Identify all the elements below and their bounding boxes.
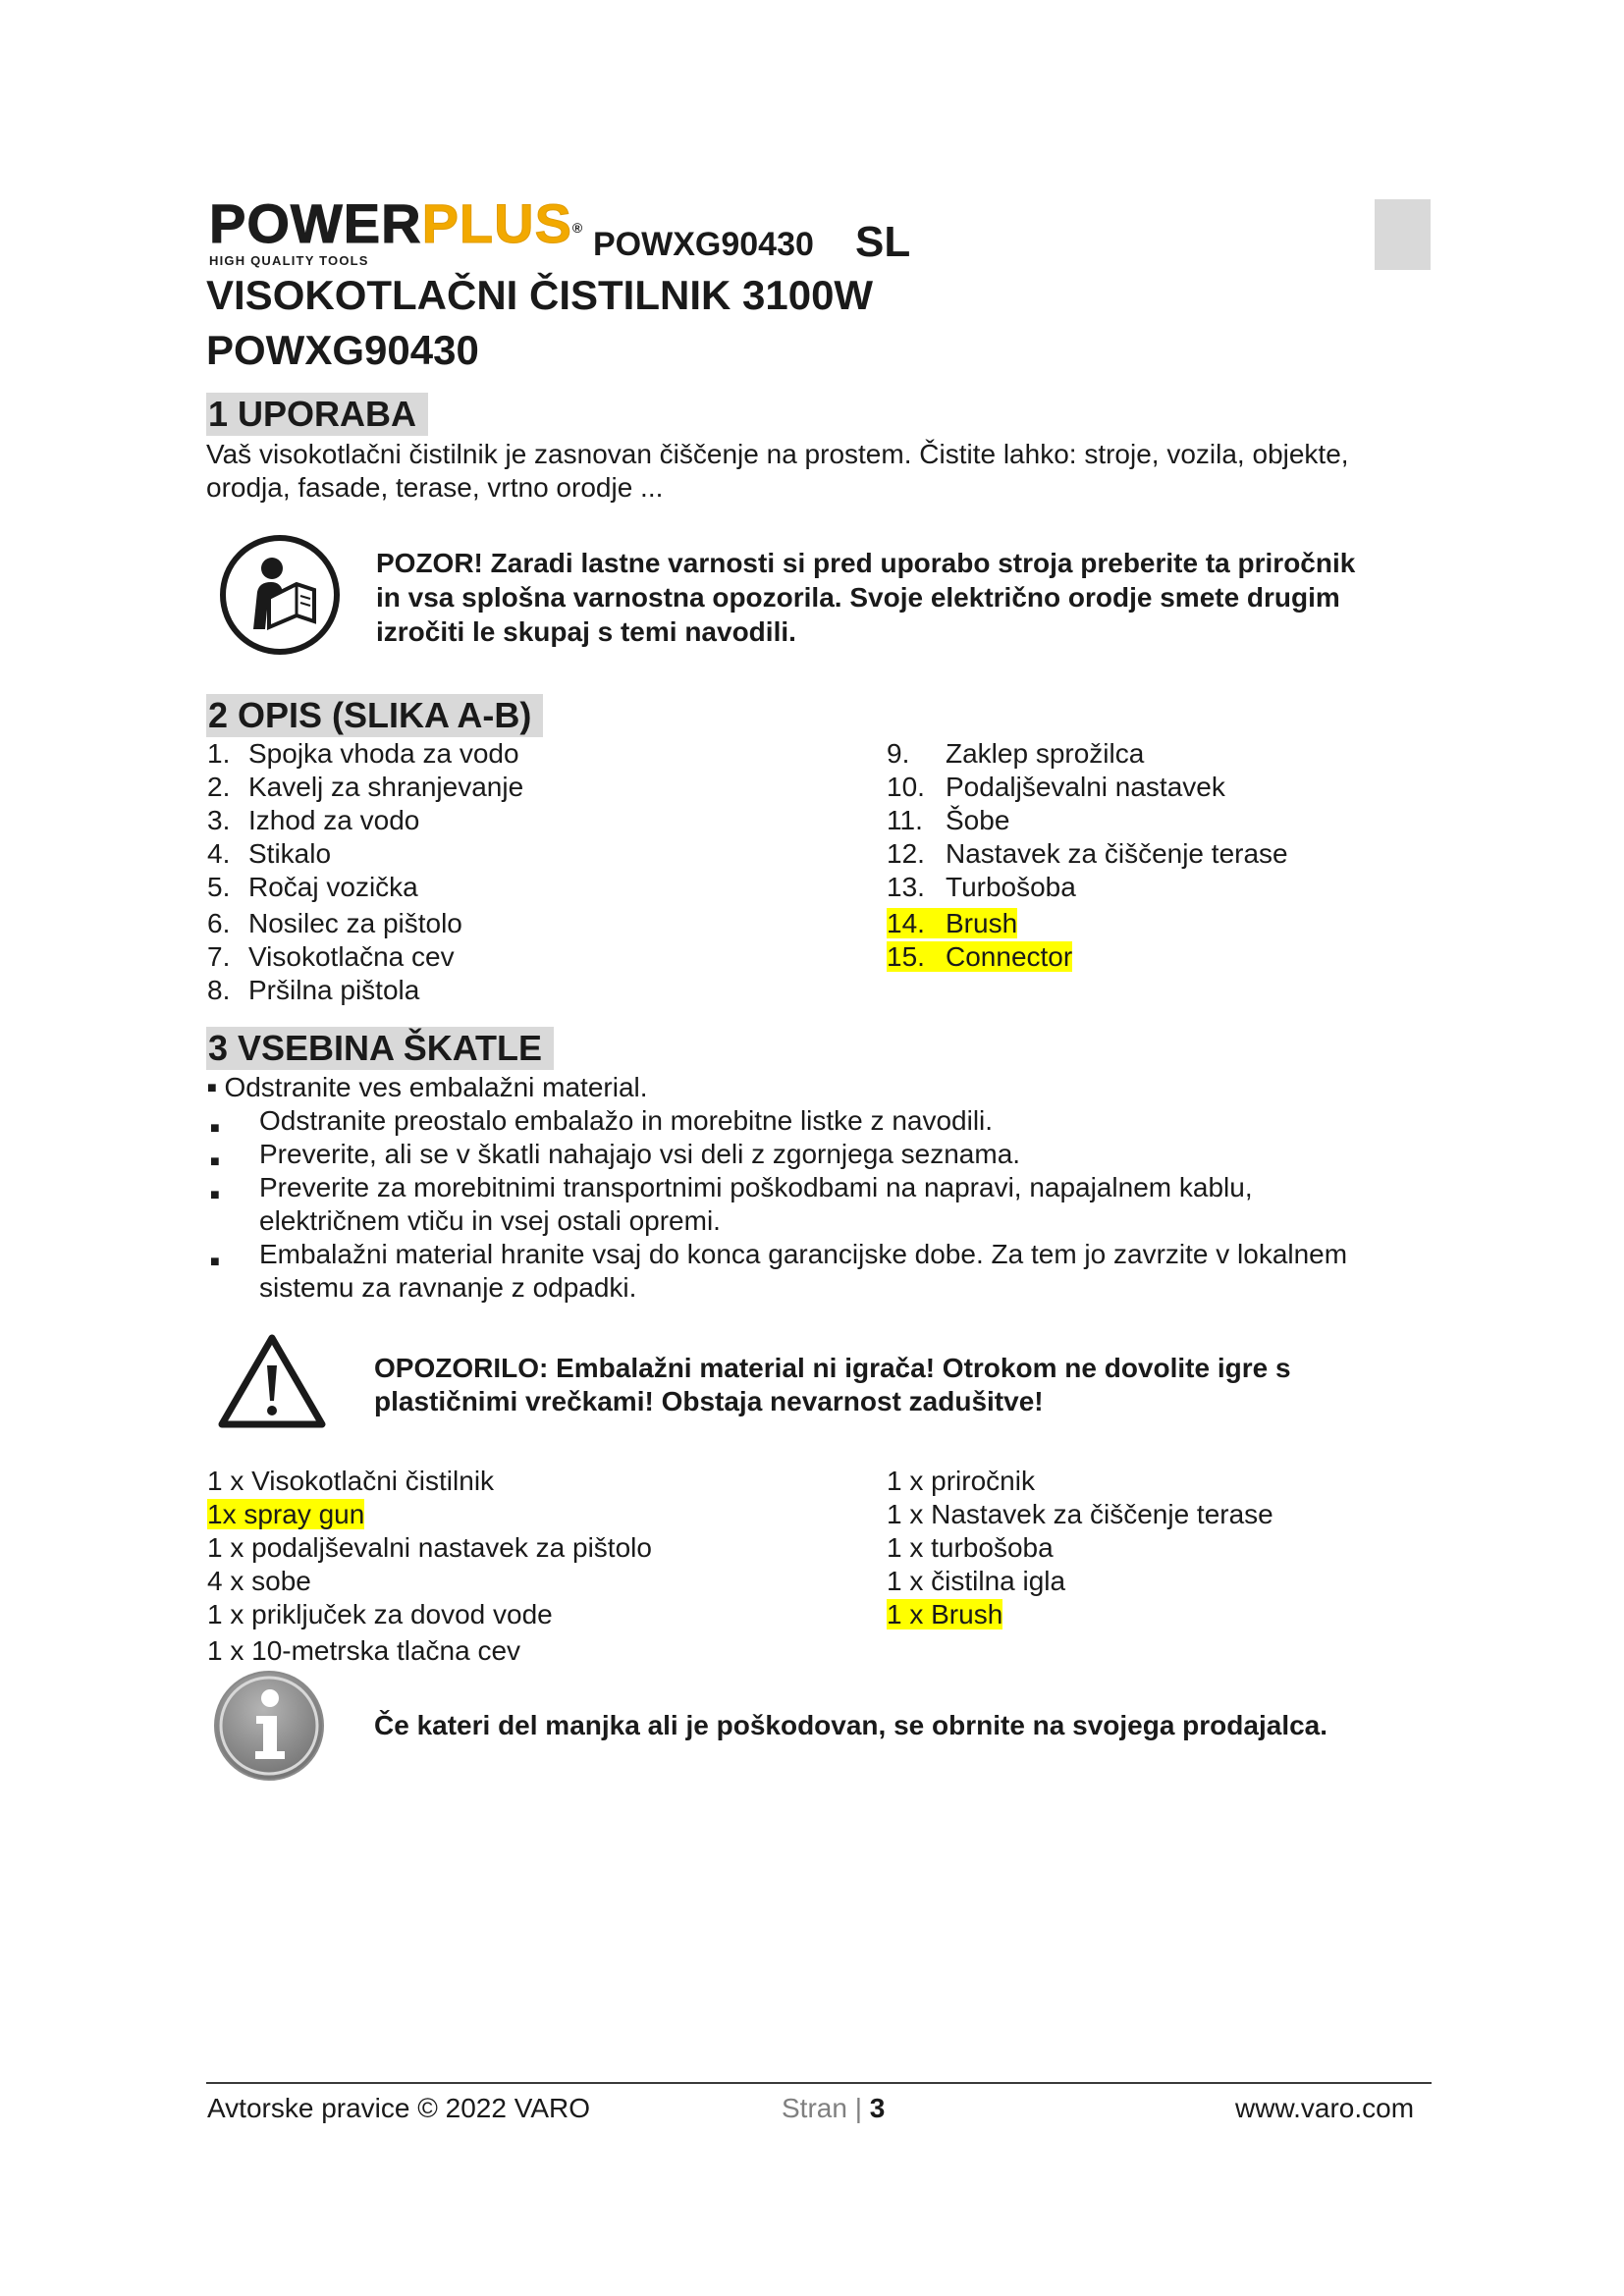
- logo-registered-mark: ®: [571, 220, 584, 236]
- info-text: Če kateri del manjka ali je poškodovan, se obrnite na svojega prodajalca.: [374, 1710, 1328, 1740]
- bullet-marker: ■: [210, 1254, 220, 1270]
- list-item: 8. Pršilna pištola: [207, 975, 420, 1005]
- list-item: 1. Spojka vhoda za vodo: [207, 738, 519, 769]
- list-item: 1 x turbošoba: [887, 1532, 1054, 1563]
- bullet-item: ■ Odstranite ves embalažni material.: [207, 1072, 648, 1102]
- warning-triangle-icon: [216, 1332, 328, 1430]
- bullet-marker: ■: [210, 1120, 220, 1137]
- list-item: 2. Kavelj za shranjevanje: [207, 772, 524, 802]
- bullet-item: ■ Preverite, ali se v škatli nahajajo vsi deli z zgornjega seznama.: [210, 1138, 1428, 1171]
- list-item: 1 x podaljševalni nastavek za pištolo: [207, 1532, 652, 1563]
- notice-line-3: izročiti le skupaj s temi navodili.: [376, 616, 796, 647]
- warning-line-1: OPOZORILO: Embalažni material ni igrača! Otrokom ne dovolite igre s: [374, 1353, 1291, 1383]
- list-item: 9. Zaklep sprožilca: [887, 738, 1145, 769]
- footer-copyright: Avtorske pravice © 2022 VARO: [207, 2093, 590, 2123]
- logo-power-text: POWER: [209, 192, 422, 254]
- list-item: 1 x 10-metrska tlačna cev: [207, 1635, 521, 1666]
- list-item: 5. Ročaj vozička: [207, 872, 418, 902]
- footer-page-number: Stran | 3: [782, 2093, 886, 2123]
- contents-list-left: [207, 1465, 652, 1668]
- list-item: 13. Turbošoba: [887, 872, 1076, 902]
- document-subtitle: POWXG90430: [206, 327, 479, 373]
- list-item: 7. Visokotlačna cev: [207, 941, 455, 972]
- section-heading-opis: 2 OPIS (SLIKA A-B): [206, 694, 543, 737]
- list-item: 1x spray gun: [207, 1499, 365, 1529]
- bullet-item: ■ Embalažni material hranite vsaj do konca garancijske dobe. Za tem jo zavrzite v lokalnem sistemu za ravnanje z odpadki.: [210, 1239, 1348, 1303]
- powerplus-logo: [209, 192, 584, 268]
- document-title: VISOKOTLAČNI ČISTILNIK 3100W: [206, 272, 874, 318]
- list-item: 6. Nosilec za pištolo: [207, 908, 462, 938]
- bullet-list: [210, 1104, 1428, 1305]
- list-item: 1 x Brush: [887, 1599, 1003, 1629]
- list-item: 12. Nastavek za čiščenje terase: [887, 838, 1288, 869]
- bullet-marker: ■: [207, 1080, 217, 1096]
- list-item: 4. Stikalo: [207, 838, 332, 869]
- usage-text-line-2: orodja, fasade, terase, vrtno orodje ...: [206, 472, 664, 503]
- list-item: 1 x čistilna igla: [887, 1566, 1066, 1596]
- list-item: 1 x priročnik: [887, 1466, 1035, 1496]
- footer-website-link[interactable]: www.varo.com: [1235, 2093, 1415, 2123]
- footer-divider: [206, 2082, 1432, 2084]
- parts-list-right: [887, 737, 1288, 974]
- list-item: 1 x Visokotlačni čistilnik: [207, 1466, 495, 1496]
- info-icon: [212, 1669, 326, 1783]
- list-item: 14. Brush: [887, 908, 1018, 938]
- list-item: 4 x sobe: [207, 1566, 311, 1596]
- usage-text-line-1: Vaš visokotlačni čistilnik je zasnovan čiščenje na prostem. Čistite lahko: stroje, vozila, objekte,: [206, 439, 1349, 469]
- bullet-marker: ■: [210, 1153, 220, 1170]
- list-item: 1 x Nastavek za čiščenje terase: [887, 1499, 1273, 1529]
- section-heading-uporaba: 1 UPORABA: [206, 393, 428, 436]
- list-item: 3. Izhod za vodo: [207, 805, 420, 835]
- section-heading-vsebina: 3 VSEBINA ŠKATLE: [206, 1027, 554, 1070]
- corner-tab-marker: [1375, 199, 1431, 270]
- bullet-marker: ■: [210, 1187, 220, 1203]
- notice-line-1: POZOR! Zaradi lastne varnosti si pred uporabo stroja preberite ta priročnik: [376, 548, 1356, 578]
- parts-list-left: [207, 737, 523, 1007]
- bullet-item: ■ Odstranite preostalo embalažo in morebitne listke z navodili.: [210, 1104, 1428, 1138]
- warning-line-2: plastičnimi vrečkami! Obstaja nevarnost zadušitve!: [374, 1386, 1044, 1416]
- list-item: 11. Šobe: [887, 805, 1010, 835]
- logo-tagline: HIGH QUALITY TOOLS: [209, 253, 369, 268]
- list-item: 15. Connector: [887, 941, 1073, 972]
- model-code: POWXG90430: [593, 226, 814, 263]
- list-item: 1 x priključek za dovod vode: [207, 1599, 553, 1629]
- notice-line-2: in vsa splošna varnostna opozorila. Svoje električno orodje smete drugim: [376, 582, 1340, 613]
- logo-plus-text: PLUS: [421, 192, 572, 254]
- bullet-item: ■ Preverite za morebitnimi transportnimi poškodbami na napravi, napajalnem kablu, električnem vtiču in vsej ostali opremi.: [210, 1172, 1253, 1236]
- list-item: 10. Podaljševalni nastavek: [887, 772, 1225, 802]
- contents-list-right: [887, 1465, 1273, 1631]
- language-code: SL: [855, 218, 911, 266]
- read-manual-icon: [218, 533, 342, 657]
